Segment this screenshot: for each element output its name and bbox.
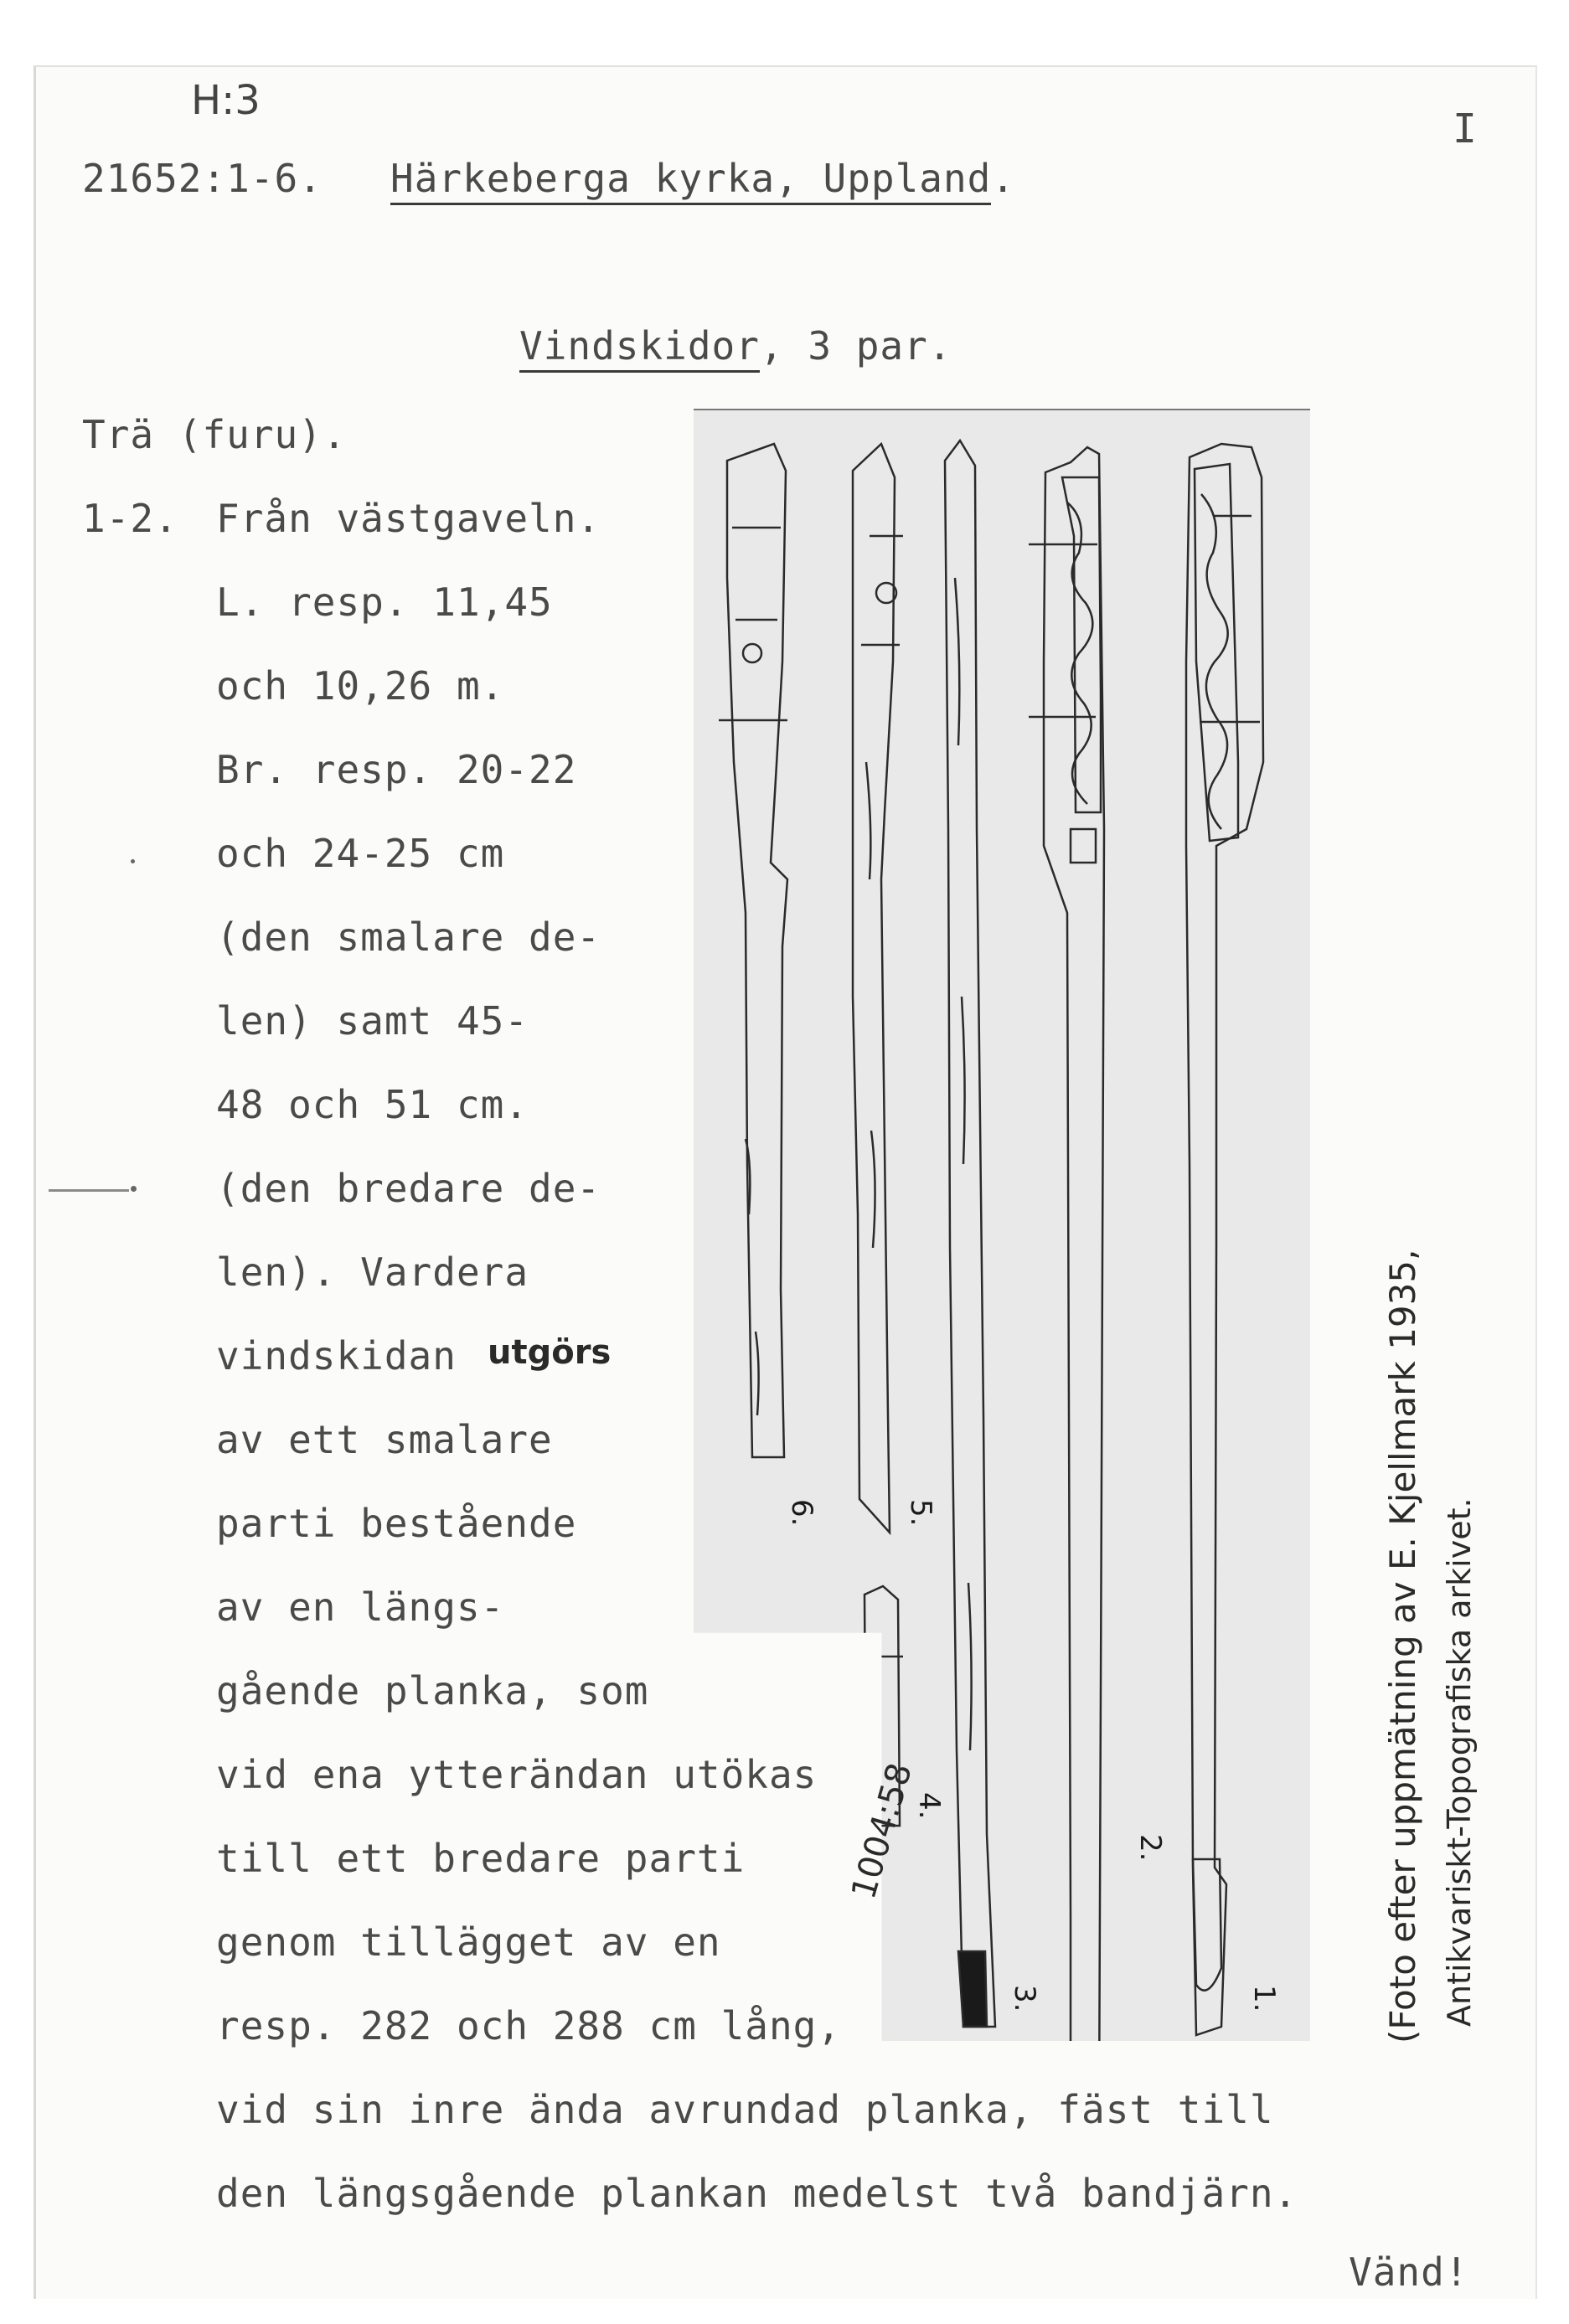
- desc-line: den längsgående plankan medelst två bandjärn.: [216, 2171, 1298, 2216]
- plank-label-6: 6.: [785, 1499, 818, 1527]
- page-numeral: I: [1453, 106, 1478, 152]
- desc-line: och 10,26 m.: [216, 663, 505, 709]
- desc-line: Br. resp. 20-22: [216, 747, 577, 792]
- place-period: .: [991, 156, 1016, 201]
- plank-2: [1029, 447, 1104, 2041]
- place-heading: [390, 156, 1015, 201]
- desc-line: L. resp. 11,45: [216, 580, 553, 625]
- desc-line: (den bredare de-: [216, 1166, 601, 1211]
- plank-5: [853, 444, 903, 1533]
- photo-caption-line1: (Foto efter uppmätning av E. Kjellmark 1935,: [1382, 1249, 1423, 2043]
- desc-line: och 24-25 cm: [216, 831, 505, 876]
- photo-number: 1004:58: [844, 1759, 921, 1904]
- plank-3: [945, 441, 995, 2027]
- desc-line: vid sin inre ända avrundad planka, fäst till: [216, 2087, 1274, 2132]
- desc-line: resp. 282 och 288 cm lång,: [216, 2003, 842, 2048]
- origin: Från västgaveln.: [216, 496, 601, 541]
- desc-line: av en längs-: [216, 1585, 505, 1630]
- plank-1: [1186, 444, 1263, 2035]
- object-name: Vindskidor: [519, 323, 760, 373]
- desc-line: len). Vardera: [216, 1250, 529, 1295]
- material: Trä (furu).: [82, 412, 347, 457]
- desc-line: vindskidan: [216, 1333, 457, 1378]
- plank-label-2: 2.: [1133, 1834, 1167, 1862]
- desc-line: genom tillägget av en: [216, 1919, 721, 1965]
- plank-6: [719, 444, 787, 1457]
- object-heading: [519, 323, 952, 368]
- item-ref: 1-2.: [82, 496, 178, 541]
- plank-label-4: 4.: [912, 1792, 946, 1820]
- margin-dot: [131, 859, 135, 863]
- margin-dot: [131, 1186, 137, 1192]
- shelf-mark: H:3: [191, 77, 261, 124]
- margin-mark: [49, 1189, 129, 1192]
- desc-line: till ett bredare parti: [216, 1836, 746, 1881]
- desc-line: gående planka, som: [216, 1668, 649, 1713]
- desc-line: parti bestående: [216, 1501, 577, 1546]
- place-name: Härkeberga kyrka, Uppland: [390, 156, 991, 205]
- desc-line: vid ena ytterändan utökas: [216, 1752, 818, 1797]
- object-count: , 3 par.: [759, 323, 952, 368]
- plank-label-3: 3.: [1008, 1985, 1041, 2012]
- handwritten-insert: utgörs: [488, 1333, 612, 1372]
- photo-caption-line2: Antikvariskt-Topografiska arkivet.: [1441, 1497, 1478, 2027]
- desc-line: 48 och 51 cm.: [216, 1082, 529, 1127]
- desc-line: av ett smalare: [216, 1417, 553, 1462]
- turn-over-note: Vänd!: [1349, 2249, 1469, 2295]
- plank-label-1: 1.: [1247, 1985, 1281, 2012]
- desc-line: (den smalare de-: [216, 915, 601, 960]
- catalog-number: 21652:1-6.: [82, 156, 323, 201]
- desc-line: len) samt 45-: [216, 998, 529, 1043]
- plank-label-5: 5.: [904, 1499, 937, 1527]
